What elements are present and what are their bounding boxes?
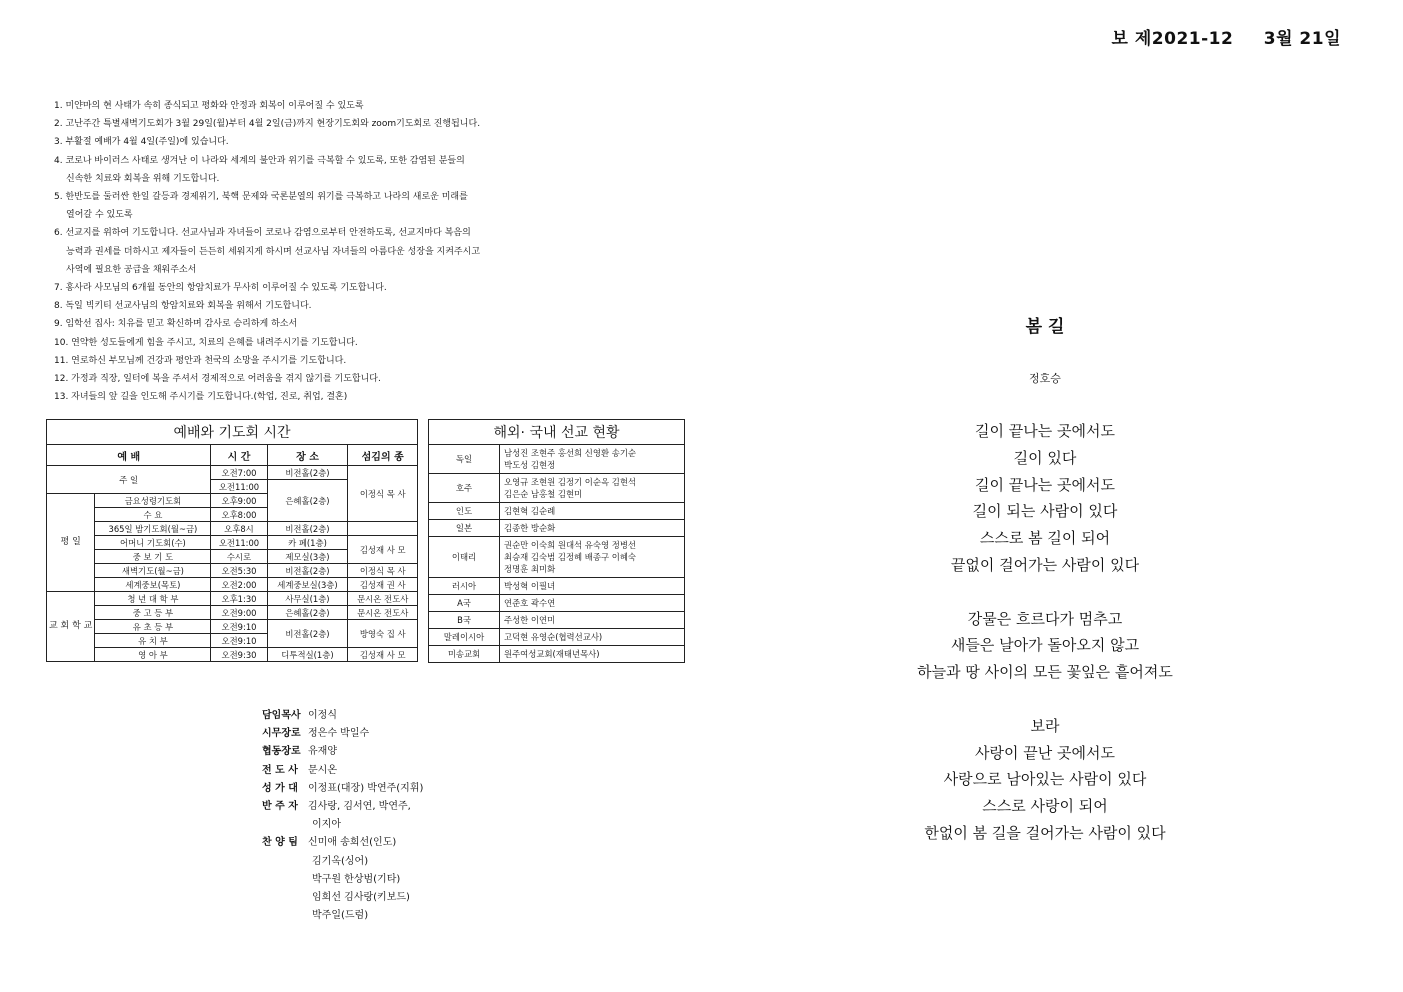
- poem-line: 새들은 날아가 돌아오지 않고: [950, 636, 1140, 655]
- table-cell: 이정식 목 사: [348, 564, 418, 578]
- table-row: [429, 646, 685, 663]
- missionary-names-line: 김은순 남홍철 김현미: [504, 489, 583, 499]
- table-row: [429, 445, 685, 474]
- col-header-time: 시 간: [211, 445, 267, 466]
- table-cell: 유 치 부: [95, 634, 211, 648]
- poem-line: 사랑이 끝난 곳에서도: [975, 743, 1115, 762]
- table-cell: 수 요: [95, 508, 211, 522]
- mission-country: 인도: [429, 503, 500, 520]
- table-row: [429, 629, 685, 646]
- prayer-item: 10. 연약한 성도들에게 힘을 주시고, 치료의 은혜를 내려주시기를 기도합니다.: [54, 337, 358, 348]
- prayer-item: 5. 한반도를 둘러싼 한일 갈등과 경제위기, 북핵 문제와 국론분열의 위기를 극복하고 나라의 새로운 미래를: [54, 192, 468, 203]
- missionary-names-line: 박도성 김현정: [504, 460, 556, 470]
- table-cell: 오후8:00: [211, 508, 267, 522]
- poem-line: 길이 되는 사람이 있다: [972, 502, 1118, 521]
- poem-line: 하늘과 땅 사이의 모든 꽃잎은 흩어져도: [917, 663, 1173, 682]
- mission-country: 말레이시아: [429, 629, 500, 646]
- mission-names: [500, 445, 685, 474]
- church-school-label: 교 회 학 교: [47, 592, 95, 662]
- col-header-place: 장 소: [267, 445, 348, 466]
- staff-names: 정은수 박일수: [308, 728, 370, 740]
- staff-row: [262, 762, 423, 780]
- prayer-item: 6. 선교지를 위하여 기도합니다. 선교사님과 자녀들이 코로나 감염으로부터 안전하도록, 선교지마다 복음의: [54, 228, 471, 239]
- poem-line: 길이 끝나는 곳에서도: [975, 422, 1115, 440]
- worship-table-title: 예배와 기도회 시간: [47, 420, 418, 445]
- table-cell: 오전7:00: [211, 466, 267, 480]
- staff-role: 협동장로: [262, 746, 301, 758]
- staff-names: 문시온: [308, 764, 337, 776]
- mission-country: 독일: [429, 445, 500, 474]
- poem-line: 스스로 봄 길이 되어: [979, 529, 1111, 548]
- col-header-pastor: 섬김의 종: [348, 445, 418, 466]
- missionary-names-line: 박성혁 이필녀: [504, 581, 556, 591]
- table-row: [429, 537, 685, 578]
- weekday-label: 평 일: [47, 494, 95, 592]
- mission-country: 미송교회: [429, 646, 500, 663]
- table-row: [429, 578, 685, 595]
- mission-country: 이태리: [429, 537, 500, 578]
- table-cell: 제모실(3층): [267, 550, 348, 564]
- prayer-item: 4. 코로나 바이러스 사태로 생겨난 이 나라와 세계의 불안과 위기를 극복할 수 있도록, 또한 감염된 분들의: [54, 155, 465, 166]
- table-cell: 오전11:00: [211, 536, 267, 550]
- staff-names: 임희선 김사랑(키보드): [312, 892, 410, 904]
- prayer-item: 1. 미얀마의 현 사태가 속히 종식되고 평화와 안정과 회복이 이루어질 수 있도록: [54, 101, 364, 111]
- col-header-service: 예 배: [47, 445, 211, 466]
- mission-names: [500, 612, 685, 629]
- table-cell: 비전홀(2층): [267, 466, 348, 480]
- staff-names: 박주일(드럼): [312, 910, 369, 922]
- table-cell: 카 페(1층): [267, 536, 348, 550]
- table-row: [429, 520, 685, 537]
- table-cell: 금요성령기도회: [95, 494, 211, 508]
- staff-row: [262, 743, 423, 761]
- missionary-names-line: 정명훈 최미화: [504, 564, 556, 574]
- missionary-names-line: 최승재 김숙범 김정혜 배종구 이혜숙: [504, 552, 637, 562]
- mission-country: A국: [429, 595, 500, 612]
- staff-role: 시무장로: [262, 728, 301, 740]
- staff-names: 이정식: [308, 710, 337, 721]
- table-cell: 비전홀(2층): [267, 564, 348, 578]
- prayer-item: 13. 자녀들의 앞 길을 인도해 주시기를 기도합니다.(학업, 진로, 취업, 결혼): [54, 392, 348, 403]
- mission-names: [500, 520, 685, 537]
- table-cell: 오전2:00: [211, 578, 267, 592]
- table-cell: 수시로: [211, 550, 267, 564]
- missionary-names-line: 연준호 곽수연: [504, 598, 556, 608]
- mission-names: [500, 537, 685, 578]
- table-cell: 오전5:30: [211, 564, 267, 578]
- poem-stanza: [890, 713, 1200, 847]
- prayer-item: 2. 고난주간 특별새벽기도회가 3월 29일(월)부터 4월 2일(금)까지 현장기도회와 zoom기도회로 진행됩니다.: [54, 119, 481, 130]
- issue-date: 3월 21일: [1263, 29, 1341, 49]
- staff-list: [262, 707, 423, 925]
- poem-line: 사랑으로 남아있는 사람이 있다: [943, 770, 1147, 789]
- table-cell: 청 년 대 학 부: [95, 592, 211, 606]
- staff-names: 김사랑, 김서연, 박연주,: [308, 801, 411, 813]
- table-row: [429, 595, 685, 612]
- prayer-item: 12. 가정과 직장, 일터에 복을 주셔서 경제적으로 어려움을 겪지 않기를 기도합니다.: [54, 374, 381, 385]
- table-cell: 비전홀(2층): [267, 522, 348, 536]
- poem-line: 길이 끝나는 곳에서도: [975, 475, 1115, 494]
- missionary-names-line: 김현혁 김순례: [504, 506, 556, 516]
- missionary-names-line: 원주여성교회(재태년목사): [504, 649, 600, 659]
- prayer-item-continuation: 능력과 권세를 더하시고 제자들이 든든히 세워지게 하시며 선교사님 자녀들의 아름다운 성장을 지켜주시고: [66, 246, 481, 257]
- missionary-names-line: 고덕현 유영순(협력선교사): [504, 632, 603, 642]
- table-cell: 은혜홀(2층): [267, 606, 348, 620]
- table-cell: 오후1:30: [211, 592, 267, 606]
- table-cell: 디투적실(1층): [267, 648, 348, 662]
- missionary-names-line: 권순만 이숙희 원대석 유숙영 정병선: [504, 540, 637, 550]
- staff-names: 이정표(대장) 박연주(지휘): [308, 782, 424, 794]
- table-cell: 방영숙 집 사: [348, 620, 418, 648]
- missionary-names-line: 김종한 방순화: [504, 523, 556, 533]
- mission-status-table: [428, 419, 685, 663]
- staff-row: [262, 871, 423, 889]
- staff-row: [262, 853, 423, 871]
- staff-row: [262, 798, 423, 816]
- table-row: [429, 474, 685, 503]
- staff-row: [262, 907, 423, 925]
- table-cell: 오전9:00: [211, 606, 267, 620]
- staff-role: 담임목사: [262, 710, 301, 721]
- poem-line: 강물은 흐르다가 멈추고: [967, 609, 1123, 628]
- table-cell: 이정식 목 사: [348, 466, 418, 522]
- prayer-item: 7. 홍사라 사모님의 6개월 동안의 항암치료가 무사히 이루어질 수 있도록 기도합니다.: [54, 283, 387, 294]
- table-cell: 김성재 사 모: [348, 648, 418, 662]
- poem-stanza: [890, 418, 1200, 579]
- staff-names: 유재양: [308, 746, 337, 758]
- mission-country: B국: [429, 612, 500, 629]
- missionary-names-line: 남성진 조현주 홍선희 신영환 송기순: [504, 448, 637, 458]
- mission-country: 러시아: [429, 578, 500, 595]
- prayer-item-continuation: 사역에 필요한 공급을 채워주소서: [66, 264, 197, 275]
- staff-row: [262, 816, 423, 834]
- mission-table-title: 해외· 국내 선교 현황: [429, 420, 685, 445]
- table-cell: 오후9:00: [211, 494, 267, 508]
- prayer-item: 9. 임학선 집사: 치유를 믿고 확신하며 감사로 승리하게 하소서: [54, 319, 298, 330]
- mission-names: [500, 474, 685, 503]
- table-cell: 오전9:10: [211, 620, 267, 634]
- staff-names: 김기옥(싱어): [312, 855, 369, 867]
- staff-role: 성 가 대: [262, 782, 298, 794]
- poem-title: 봄 길: [1025, 317, 1065, 337]
- staff-role: 찬 양 팀: [262, 837, 298, 849]
- table-cell: 오전9:30: [211, 648, 267, 662]
- table-cell: 365일 밤기도회(월~금): [95, 522, 211, 536]
- prayer-item: 11. 연로하신 부모님께 건강과 평안과 천국의 소망을 주시기를 기도합니다.: [54, 355, 347, 366]
- poem-body: [890, 418, 1200, 874]
- table-cell: 어머니 기도회(수): [95, 536, 211, 550]
- staff-row: [262, 780, 423, 798]
- mission-country: 일본: [429, 520, 500, 537]
- prayer-item-continuation: 신속한 치료와 회복을 위해 기도합니다.: [66, 173, 220, 184]
- table-row: [429, 612, 685, 629]
- missionary-names-line: 오영규 조현원 김정기 이순옥 김현석: [504, 477, 637, 487]
- bulletin-header: [1112, 24, 1341, 49]
- table-cell: 문시온 전도사: [348, 592, 418, 606]
- table-cell: 김성재 사 모: [348, 536, 418, 564]
- staff-role: 반 주 자: [262, 801, 298, 813]
- table-cell: 새벽기도(월~금): [95, 564, 211, 578]
- poem-line: 끝없이 걸어가는 사람이 있다: [950, 555, 1140, 574]
- issue-number: 보 제2021-12: [1111, 29, 1234, 49]
- table-cell: 은혜홀(2층): [267, 480, 348, 522]
- poem-line: 스스로 사랑이 되어: [982, 797, 1108, 816]
- mission-names: [500, 646, 685, 663]
- table-cell: 오후8시: [211, 522, 267, 536]
- table-cell: 김성재 권 사: [348, 578, 418, 592]
- staff-row: [262, 707, 423, 725]
- mission-names: [500, 595, 685, 612]
- table-cell: 영 아 부: [95, 648, 211, 662]
- table-cell: 비전홀(2층): [267, 620, 348, 648]
- table-cell: 오전9:10: [211, 634, 267, 648]
- staff-row: [262, 725, 423, 743]
- staff-role: 전 도 사: [262, 764, 298, 776]
- mission-names: [500, 578, 685, 595]
- missionary-names-line: 주성한 이연미: [504, 615, 556, 625]
- table-cell: 문시온 전도사: [348, 606, 418, 620]
- poem-author: 정호승: [1029, 372, 1061, 385]
- table-cell: 세계중보(목토): [95, 578, 211, 592]
- table-cell: 사무실(1층): [267, 592, 348, 606]
- table-cell: 중 고 등 부: [95, 606, 211, 620]
- table-row: [429, 503, 685, 520]
- prayer-item: 3. 부활절 예배가 4월 4일(주일)에 있습니다.: [54, 137, 229, 148]
- staff-names: 신미애 송희선(인도): [308, 837, 397, 849]
- prayer-item-continuation: 열어갈 수 있도록: [66, 210, 133, 221]
- poem-line: 보라: [1030, 716, 1060, 735]
- prayer-item: 8. 독일 빅키티 선교사님의 항암치료와 회복을 위해서 기도합니다.: [54, 301, 312, 312]
- poem-line: 한없이 봄 길을 걸어가는 사람이 있다: [924, 823, 1166, 842]
- poem-stanza: [890, 606, 1200, 686]
- table-cell: 중 보 기 도: [95, 550, 211, 564]
- sunday-label: 주 일: [47, 466, 211, 494]
- worship-schedule-table: [46, 419, 418, 662]
- mission-country: 호주: [429, 474, 500, 503]
- poem-line: 길이 있다: [1013, 448, 1077, 467]
- staff-row: [262, 889, 423, 907]
- table-cell: 세계중보실(3층): [267, 578, 348, 592]
- mission-names: [500, 503, 685, 520]
- staff-names: 이지아: [312, 819, 341, 831]
- staff-names: 박구원 한상범(기타): [312, 873, 401, 885]
- table-cell: 유 초 등 부: [95, 620, 211, 634]
- staff-row: [262, 834, 423, 852]
- table-cell: [348, 522, 418, 536]
- mission-names: [500, 629, 685, 646]
- table-cell: 오전11:00: [211, 480, 267, 494]
- prayer-list: [54, 97, 574, 406]
